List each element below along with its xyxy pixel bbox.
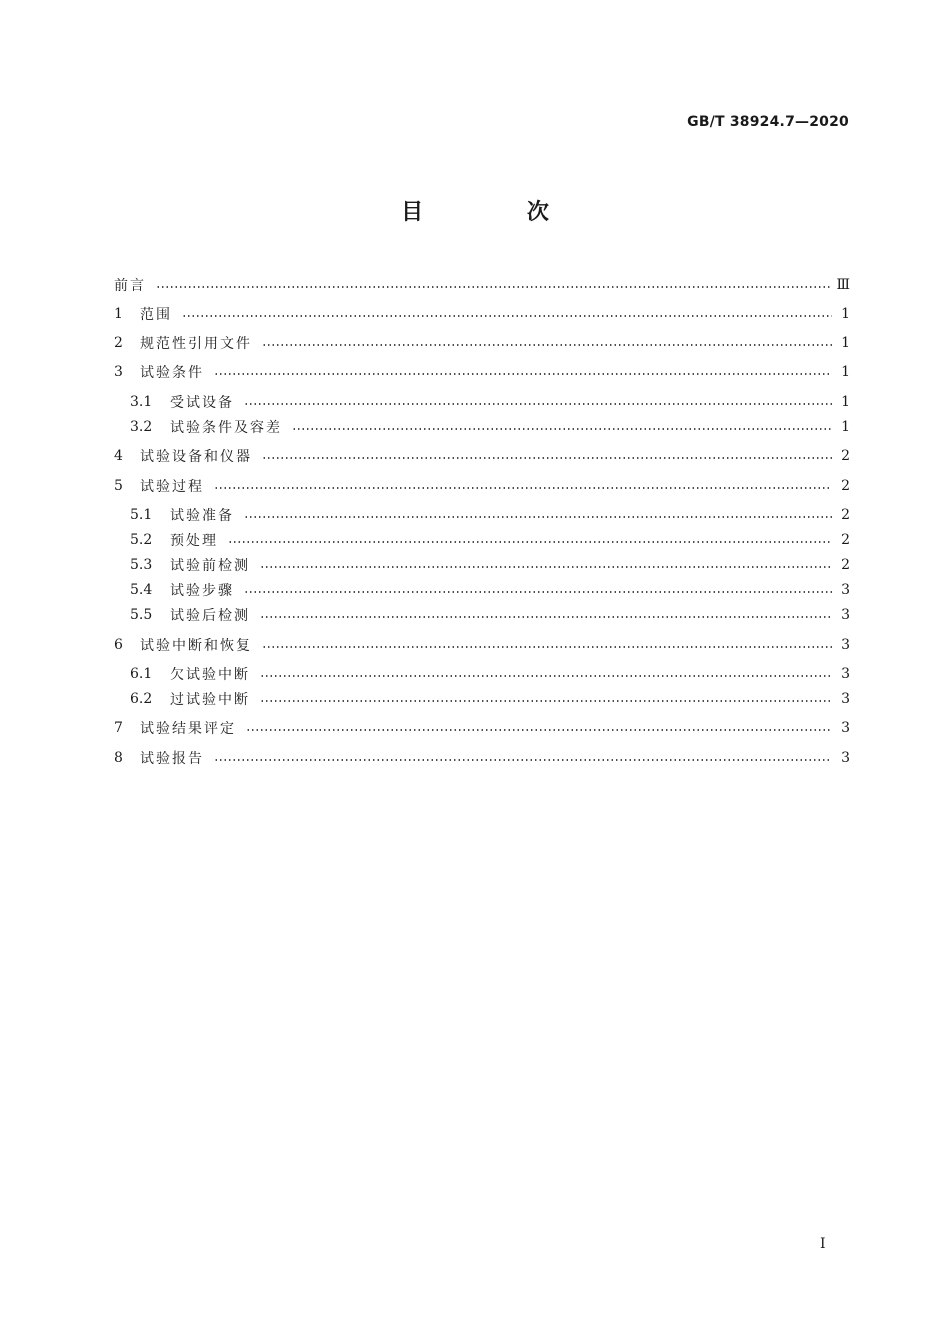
toc-dot-leader <box>214 487 832 489</box>
toc-entry-number: 5.2 <box>130 532 153 548</box>
toc-entry-label: 试验后检测 <box>170 608 250 624</box>
toc-dot-leader <box>244 516 832 518</box>
toc-entry-page: 2 <box>841 557 850 573</box>
toc-entry[interactable] <box>114 333 850 353</box>
toc-entry-number: 3 <box>114 364 123 380</box>
toc-dot-leader <box>260 566 832 568</box>
toc-title: 目 次 <box>401 200 597 225</box>
toc-entry-label: 前言 <box>114 278 146 294</box>
toc-entry-page: 3 <box>841 607 850 623</box>
toc-entry-number: 6 <box>114 637 123 653</box>
toc-entry[interactable] <box>114 748 850 768</box>
toc-entry-page: 3 <box>841 637 850 653</box>
standard-number: GB/T 38924.7—2020 <box>687 114 849 130</box>
toc-dot-leader <box>260 616 832 618</box>
toc-entry-number: 6.2 <box>130 691 153 707</box>
toc-entry-page: 2 <box>841 478 850 494</box>
toc-entry-label: 试验过程 <box>140 479 204 495</box>
toc-dot-leader <box>244 591 832 593</box>
toc-entry[interactable] <box>130 580 850 600</box>
toc-entry-page: 2 <box>841 507 850 523</box>
toc-entry-number: 5.5 <box>130 607 153 623</box>
toc-entry[interactable] <box>130 664 850 684</box>
toc-entry-label: 试验准备 <box>170 508 234 524</box>
toc-entry[interactable] <box>114 718 850 738</box>
toc-entry-page: 3 <box>841 691 850 707</box>
toc-entry[interactable] <box>130 505 850 525</box>
toc-entry[interactable] <box>114 362 850 382</box>
toc-entry[interactable] <box>114 635 850 655</box>
toc-entry[interactable] <box>114 275 850 295</box>
toc-entry-page: 3 <box>841 720 850 736</box>
toc-entry-label: 试验条件 <box>140 365 204 381</box>
toc-dot-leader <box>246 729 832 731</box>
toc-entry-label: 试验报告 <box>140 751 204 767</box>
toc-entry-number: 7 <box>114 720 123 736</box>
toc-entry-number: 5.1 <box>130 507 153 523</box>
toc-entry-page: 1 <box>841 364 850 380</box>
toc-entry-label: 欠试验中断 <box>170 667 250 683</box>
toc-entry-page: 1 <box>841 419 850 435</box>
toc-entry-label: 试验中断和恢复 <box>140 638 252 654</box>
toc-entry-number: 8 <box>114 750 123 766</box>
toc-entry[interactable] <box>114 476 850 496</box>
toc-entry[interactable] <box>114 446 850 466</box>
toc-entry[interactable] <box>130 605 850 625</box>
toc-entry-number: 4 <box>114 448 123 464</box>
toc-entry-page: 3 <box>841 582 850 598</box>
footer-page-number: I <box>820 1236 826 1252</box>
toc-entry[interactable] <box>114 304 850 324</box>
toc-entry[interactable] <box>130 417 850 437</box>
toc-entry[interactable] <box>130 530 850 550</box>
toc-entry-number: 2 <box>114 335 123 351</box>
toc-entry-number: 1 <box>114 306 123 322</box>
toc-entry-label: 试验前检测 <box>170 558 250 574</box>
toc-dot-leader <box>156 286 832 288</box>
toc-entry-label: 范围 <box>140 307 172 323</box>
toc-dot-leader <box>244 403 832 405</box>
toc-entry-page: 2 <box>841 532 850 548</box>
toc-entry-page: 1 <box>841 306 850 322</box>
toc-entry-page: 3 <box>841 666 850 682</box>
toc-entry-number: 6.1 <box>130 666 153 682</box>
toc-dot-leader <box>228 541 832 543</box>
toc-dot-leader <box>214 373 832 375</box>
toc-dot-leader <box>262 344 832 346</box>
toc-entry[interactable] <box>130 392 850 412</box>
toc-dot-leader <box>260 700 832 702</box>
toc-dot-leader <box>262 457 832 459</box>
toc-entry-label: 规范性引用文件 <box>140 336 252 352</box>
toc-entry-label: 试验设备和仪器 <box>140 449 252 465</box>
toc-entry-number: 5 <box>114 478 123 494</box>
toc-entry-label: 受试设备 <box>170 395 234 411</box>
toc-dot-leader <box>260 675 832 677</box>
toc-entry-label: 试验结果评定 <box>140 721 236 737</box>
toc-entry-page: 1 <box>841 335 850 351</box>
toc-entry[interactable] <box>130 555 850 575</box>
toc-entry-number: 3.2 <box>130 419 153 435</box>
toc-entry-page: Ⅲ <box>836 277 850 293</box>
toc-entry-number: 3.1 <box>130 394 153 410</box>
toc-entry-number: 5.3 <box>130 557 153 573</box>
toc-entry-page: 3 <box>841 750 850 766</box>
toc-entry[interactable] <box>130 689 850 709</box>
toc-entry-page: 2 <box>841 448 850 464</box>
toc-dot-leader <box>182 315 832 317</box>
toc-dot-leader <box>262 646 832 648</box>
toc-entry-label: 过试验中断 <box>170 692 250 708</box>
toc-entry-label: 试验步骤 <box>170 583 234 599</box>
toc-dot-leader <box>292 428 832 430</box>
toc-entry-page: 1 <box>841 394 850 410</box>
toc-entry-number: 5.4 <box>130 582 153 598</box>
toc-entry-label: 预处理 <box>170 533 218 549</box>
toc-dot-leader <box>214 759 832 761</box>
toc-entry-label: 试验条件及容差 <box>170 420 282 436</box>
